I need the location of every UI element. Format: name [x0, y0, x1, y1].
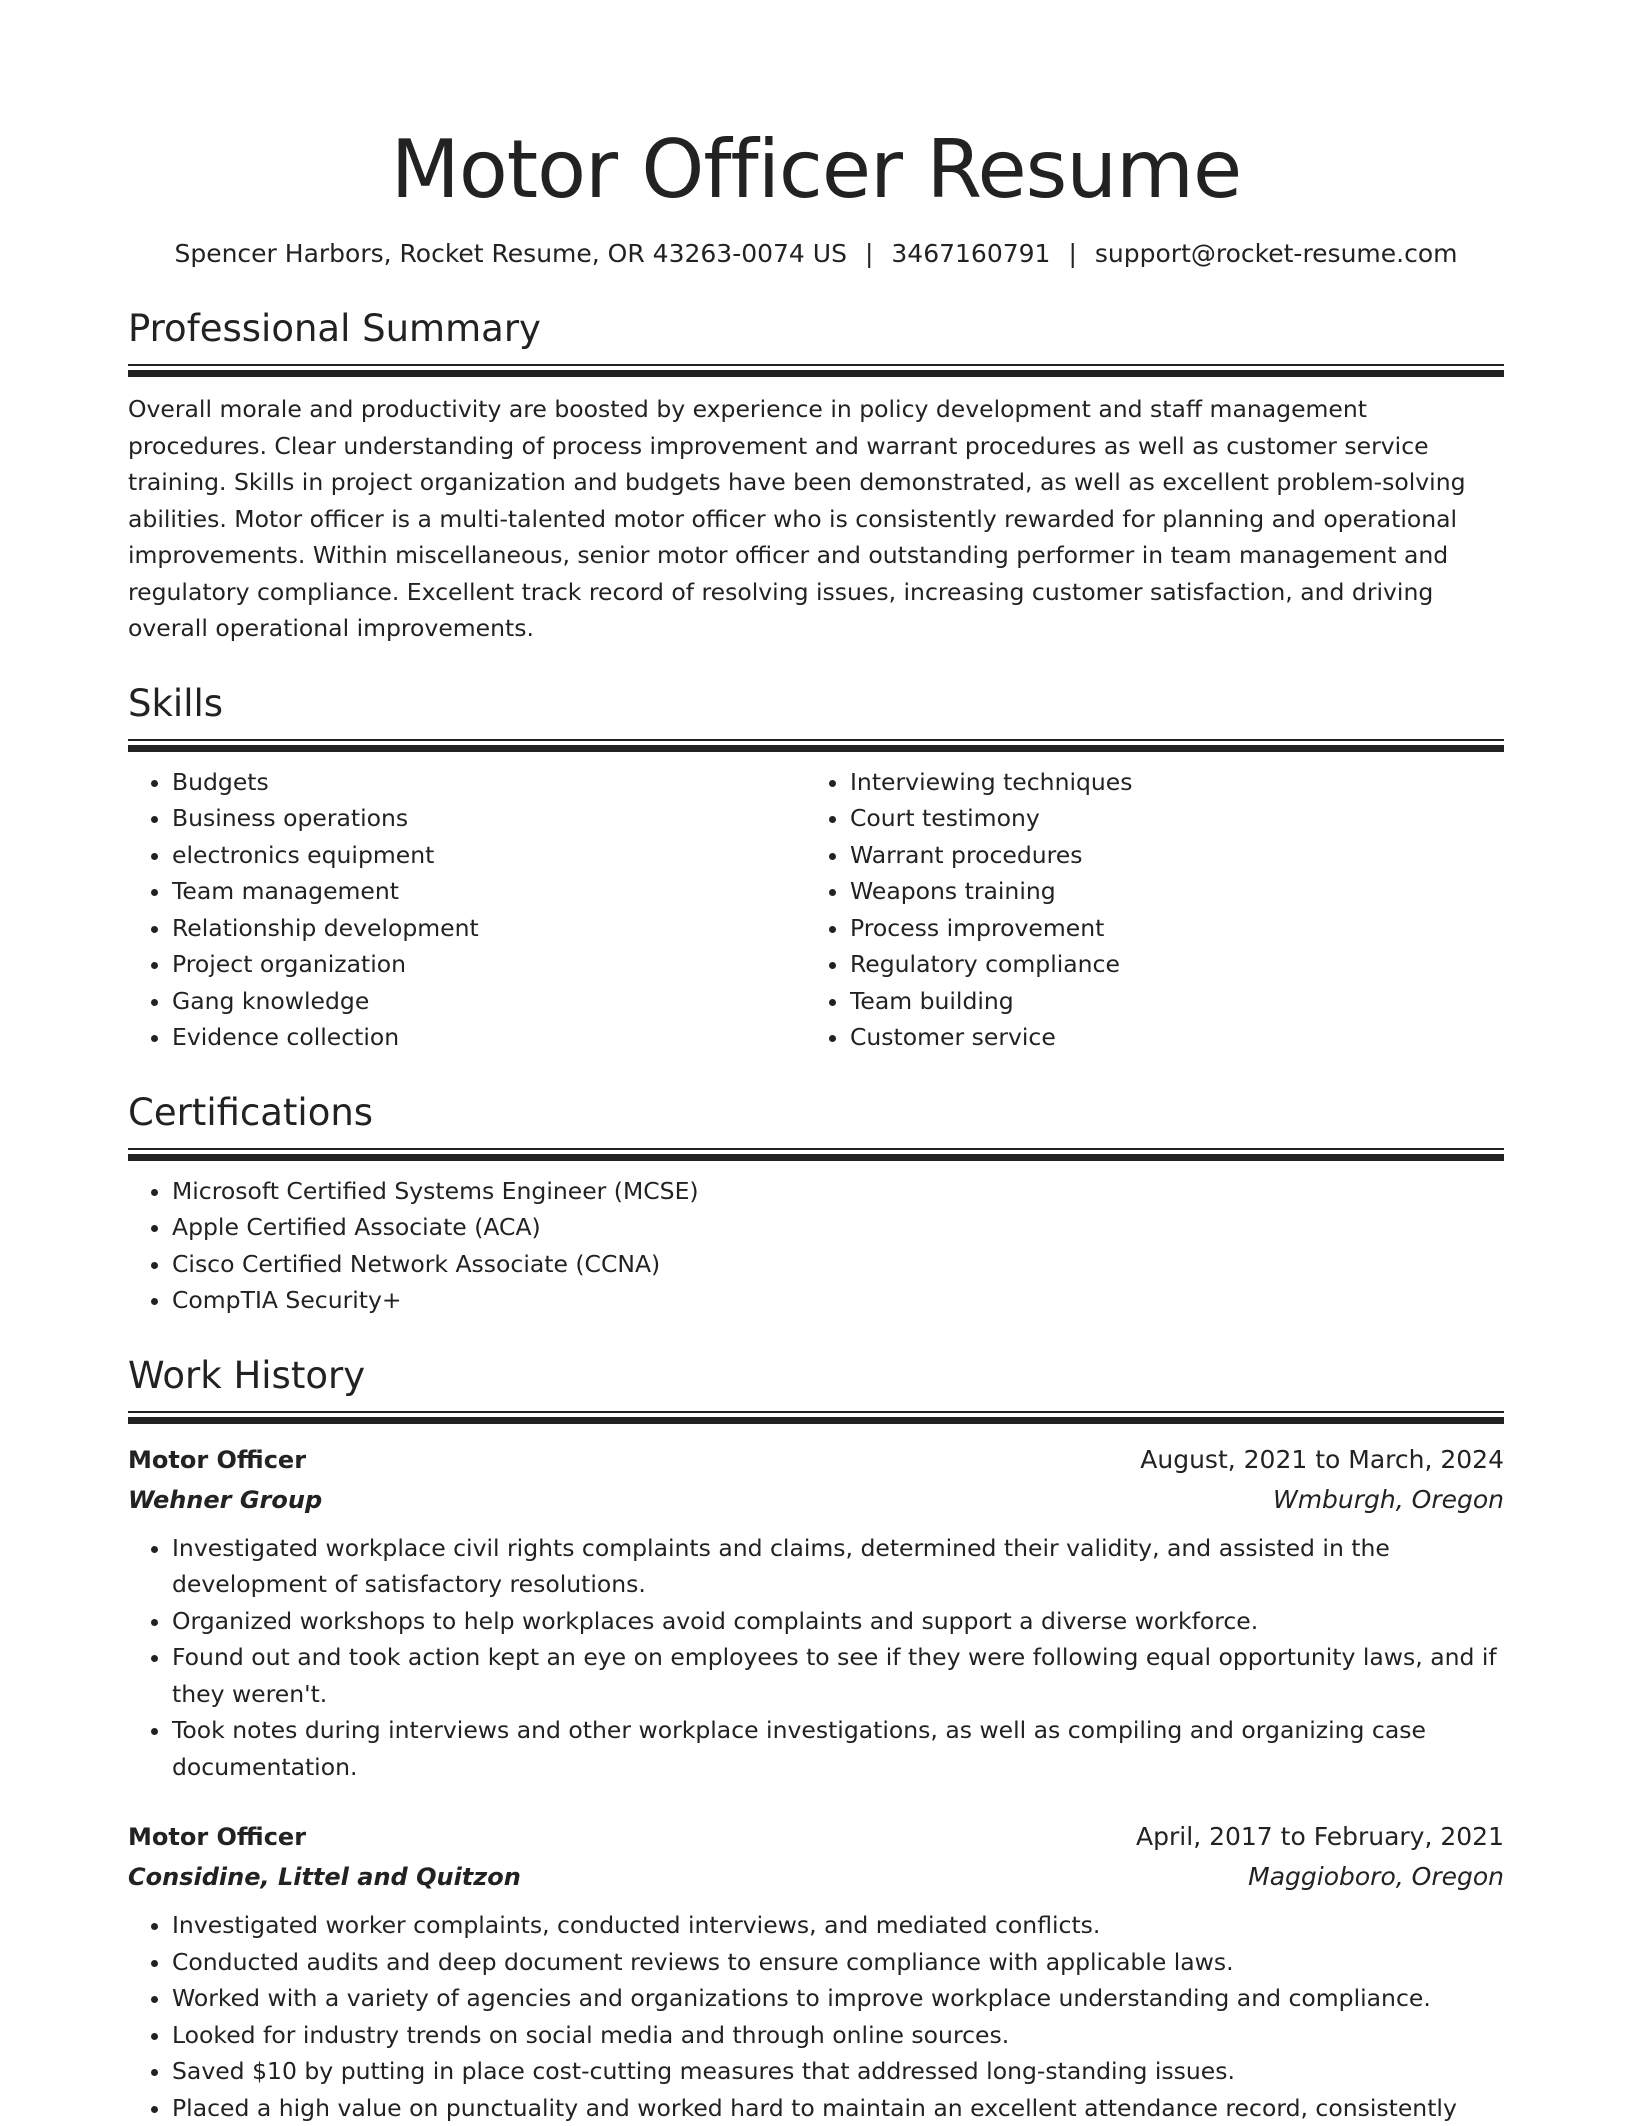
contact-separator: |	[1050, 239, 1094, 268]
job-company-row	[128, 1480, 1504, 1520]
skills-list-left	[128, 764, 806, 1056]
work-history-section	[128, 1353, 1504, 2126]
summary-section	[128, 306, 1504, 647]
skills-list-right	[806, 764, 1484, 1056]
job-title: Motor Officer	[128, 1440, 306, 1480]
section-divider	[128, 1148, 1504, 1161]
job-title: Motor Officer	[128, 1817, 306, 1857]
section-heading-work-history: Work History	[128, 1353, 1504, 1399]
skill-item: • Warrant procedures	[850, 837, 1484, 874]
certification-item: • Microsoft Certified Systems Engineer (MCSE)	[172, 1173, 1504, 1210]
skill-item: • Customer service	[850, 1019, 1484, 1056]
job-company: Wehner Group	[128, 1480, 322, 1520]
section-heading-summary: Professional Summary	[128, 306, 1504, 352]
section-heading-skills: Skills	[128, 681, 1504, 727]
job-dates: August, 2021 to March, 2024	[1140, 1440, 1504, 1480]
skill-item: • Team management	[172, 873, 806, 910]
job-duty: • Looked for industry trends on social media and through online sources.	[172, 2017, 1504, 2054]
contact-email: support@rocket-resume.com	[1095, 239, 1458, 268]
contact-separator: |	[847, 239, 891, 268]
skill-item: • Weapons training	[850, 873, 1484, 910]
section-heading-certifications: Certifications	[128, 1090, 1504, 1136]
job-company-row	[128, 1857, 1504, 1897]
job-dates: April, 2017 to February, 2021	[1136, 1817, 1504, 1857]
job-entry	[128, 1817, 1504, 2126]
job-duty: • Investigated workplace civil rights complaints and claims, determined their validity, and assisted in the development of satisfactory resolutions.	[172, 1530, 1504, 1603]
skill-item: • Relationship development	[172, 910, 806, 947]
job-header-row	[128, 1817, 1504, 1857]
job-location: Wmburgh, Oregon	[1273, 1480, 1504, 1520]
job-duty: • Took notes during interviews and other workplace investigations, as well as compiling and organizing case documentation.	[172, 1712, 1504, 1785]
skill-item: • Regulatory compliance	[850, 946, 1484, 983]
job-duties-list	[128, 1907, 1504, 2126]
resume-page	[128, 0, 1504, 2126]
certification-item: • Cisco Certified Network Associate (CCNA)	[172, 1246, 1504, 1283]
certifications-section	[128, 1090, 1504, 1319]
skill-item: • Project organization	[172, 946, 806, 983]
job-duties-list	[128, 1530, 1504, 1786]
skill-item: • Court testimony	[850, 800, 1484, 837]
job-header-row	[128, 1440, 1504, 1480]
skill-item: • Process improvement	[850, 910, 1484, 947]
resume-title: Motor Officer Resume	[128, 120, 1504, 220]
summary-text: Overall morale and productivity are boosted by experience in policy development and staff management procedures. Clear understanding of process improvement and warrant procedures as well as customer service training. Skills in project organization and budgets have been demonstrated, as well as excellent problem-solving abilities. Motor officer is a multi-talented motor officer who is consistently rewarded for planning and operational improvements. Within miscellaneous, senior motor officer and outstanding performer in team management and regulatory compliance. Excellent track record of resolving issues, increasing customer satisfaction, and driving overall operational improvements.	[128, 391, 1504, 647]
job-duty: • Conducted audits and deep document reviews to ensure compliance with applicable laws.	[172, 1944, 1504, 1981]
skill-item: • Team building	[850, 983, 1484, 1020]
skill-item: • Budgets	[172, 764, 806, 801]
job-company: Considine, Littel and Quitzon	[128, 1857, 521, 1897]
contact-phone: 3467160791	[891, 239, 1050, 268]
skill-item: • electronics equipment	[172, 837, 806, 874]
skill-item: • Business operations	[172, 800, 806, 837]
job-duty: • Worked with a variety of agencies and organizations to improve workplace understanding and compliance.	[172, 1980, 1504, 2017]
skill-item: • Interviewing techniques	[850, 764, 1484, 801]
skills-columns	[128, 752, 1504, 1056]
skills-section	[128, 681, 1504, 1056]
certification-item: • CompTIA Security+	[172, 1282, 1504, 1319]
contact-line	[128, 236, 1504, 272]
section-divider	[128, 364, 1504, 377]
job-duty: • Placed a high value on punctuality and worked hard to maintain an excellent attendance record, consistently	[172, 2090, 1504, 2126]
certification-item: • Apple Certified Associate (ACA)	[172, 1209, 1504, 1246]
job-duty: • Investigated worker complaints, conducted interviews, and mediated conflicts.	[172, 1907, 1504, 1944]
job-location: Maggioboro, Oregon	[1248, 1857, 1504, 1897]
skill-item: • Evidence collection	[172, 1019, 806, 1056]
job-duty: • Found out and took action kept an eye on employees to see if they were following equal opportunity laws, and if they weren't.	[172, 1639, 1504, 1712]
job-duty: • Saved $10 by putting in place cost-cutting measures that addressed long-standing issues.	[172, 2053, 1504, 2090]
certifications-list	[128, 1173, 1504, 1319]
contact-address: Spencer Harbors, Rocket Resume, OR 43263-0074 US	[174, 239, 847, 268]
job-duty: • Organized workshops to help workplaces avoid complaints and support a diverse workforce.	[172, 1603, 1504, 1640]
section-divider	[128, 739, 1504, 752]
section-divider	[128, 1411, 1504, 1424]
skill-item: • Gang knowledge	[172, 983, 806, 1020]
job-entry	[128, 1440, 1504, 1786]
